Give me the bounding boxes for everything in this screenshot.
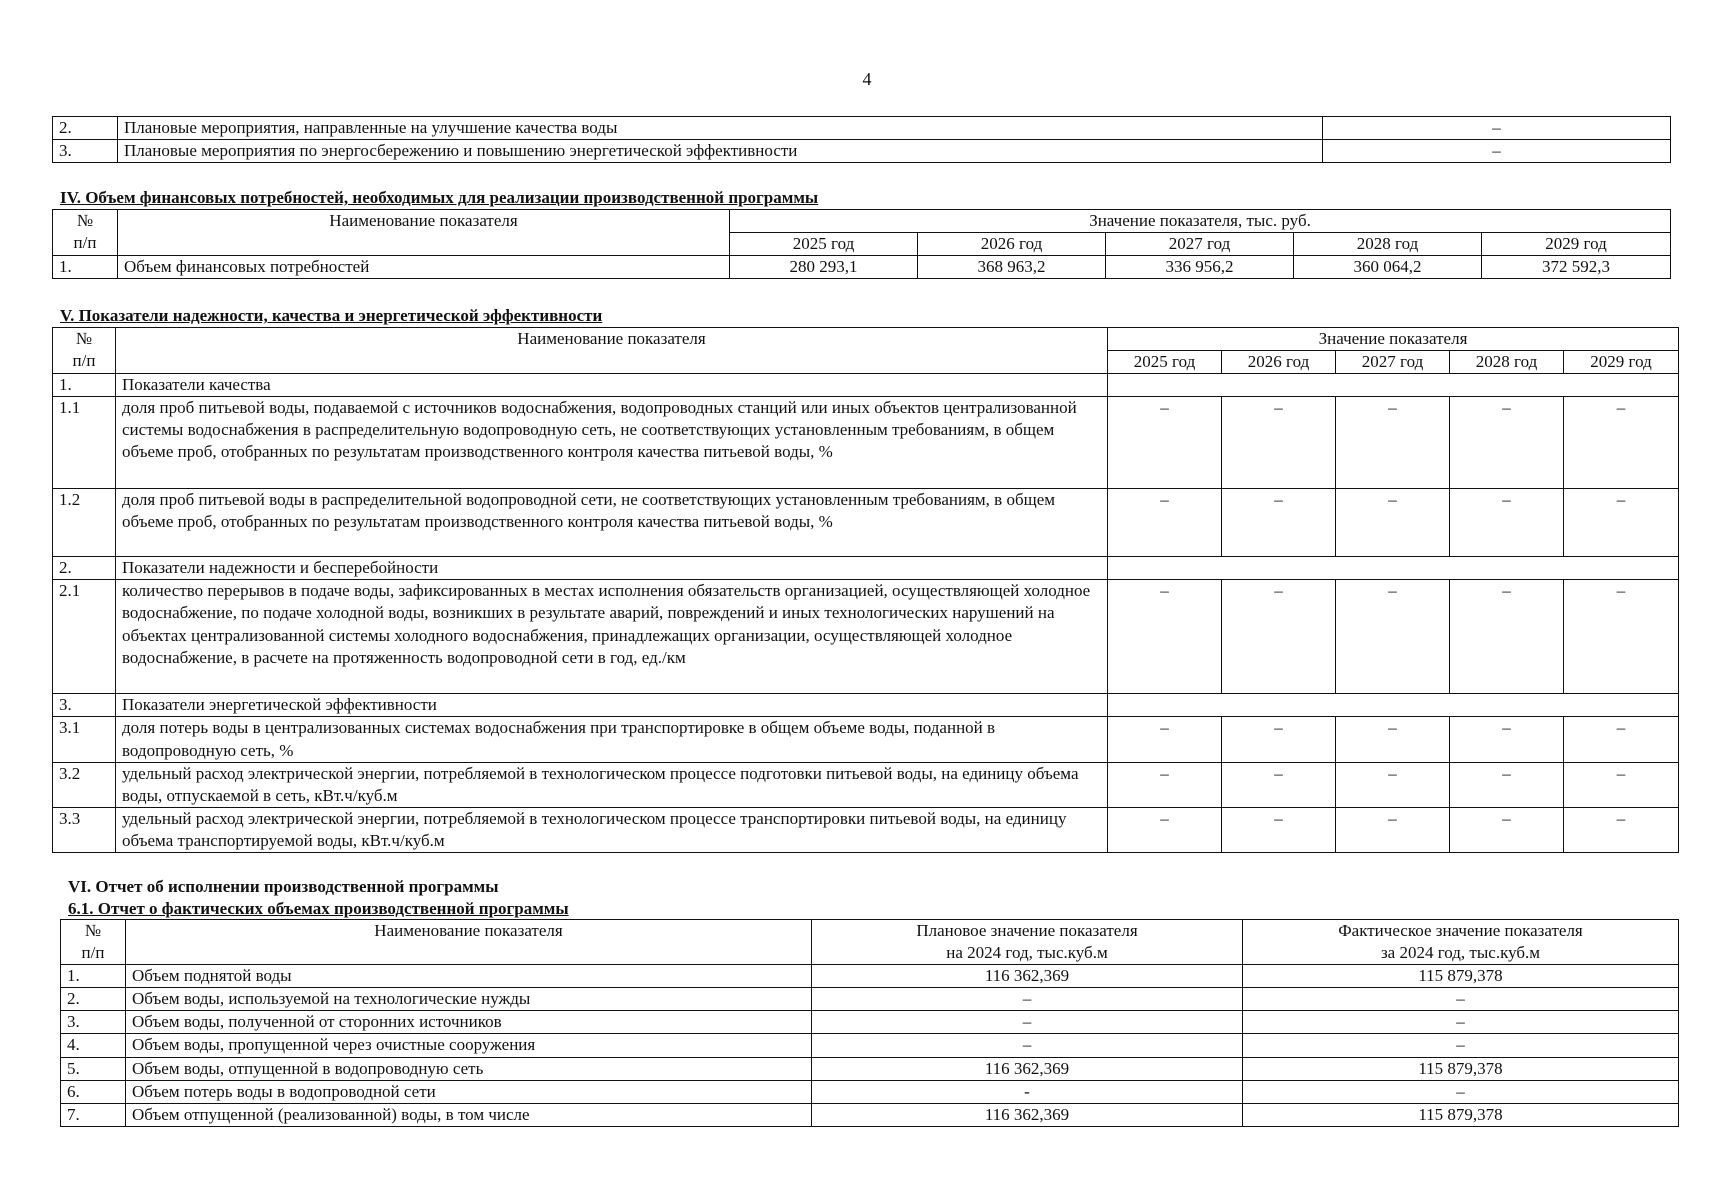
row-name: доля проб питьевой воды, подаваемой с источников водоснабжения, водопроводных станций или иных объектов централизованной системы водоснабжения в распределительную водопроводную сеть, не соответствующих установленным требованиям, в общем объеме проб, отобранных по результатам производственного контроля качества питьевой воды, % xyxy=(116,397,1108,489)
row-value: – xyxy=(1564,489,1679,557)
row-name: Плановые мероприятия, направленные на улучшение качества воды xyxy=(118,117,1323,140)
row-value: – xyxy=(1336,397,1450,489)
table-row xyxy=(53,489,1679,557)
row-name: Объем воды, используемой на технологические нужды xyxy=(126,988,812,1011)
row-name: доля проб питьевой воды в распределительной водопроводной сети, не соответствующих установленным требованиям, в общем объеме проб, отобранных по результатам производственного контроля качества питьевой воды, % xyxy=(116,489,1108,557)
row-value: – xyxy=(1222,762,1336,807)
row-value: – xyxy=(1564,717,1679,762)
col-name-header: Наименование показателя xyxy=(118,210,730,256)
row-value: – xyxy=(1323,140,1671,163)
row-plan-value: 116 362,369 xyxy=(812,965,1243,988)
page-number: 4 xyxy=(862,69,872,89)
row-value: – xyxy=(1450,580,1564,694)
row-name: Объем потерь воды в водопроводной сети xyxy=(126,1080,812,1103)
year-header: 2029 год xyxy=(1482,233,1671,256)
col-number-header: № п/п xyxy=(61,920,126,965)
row-number: 5. xyxy=(61,1057,126,1080)
row-value: – xyxy=(1336,489,1450,557)
row-value: – xyxy=(1222,489,1336,557)
year-header: 2026 год xyxy=(918,233,1106,256)
row-name: Объем воды, пропущенной через очистные сооружения xyxy=(126,1034,812,1057)
row-plan-value: – xyxy=(812,1034,1243,1057)
table-row xyxy=(61,1103,1679,1126)
row-value: – xyxy=(1108,807,1222,852)
row-name: удельный расход электрической энергии, потребляемой в технологическом процессе подготовки питьевой воды, на единицу объема воды, отпускаемой в сеть, кВт.ч/куб.м xyxy=(116,762,1108,807)
row-value: – xyxy=(1450,807,1564,852)
row-value: – xyxy=(1222,807,1336,852)
row-value: – xyxy=(1336,762,1450,807)
row-name: Показатели качества xyxy=(116,374,1108,397)
year-header: 2028 год xyxy=(1294,233,1482,256)
row-value: – xyxy=(1222,580,1336,694)
reliability-table xyxy=(52,327,1679,853)
year-header: 2025 год xyxy=(1108,351,1222,374)
row-fact-value: 115 879,378 xyxy=(1243,1057,1679,1080)
row-number: 3. xyxy=(61,1011,126,1034)
row-plan-value: - xyxy=(812,1080,1243,1103)
group-row xyxy=(53,694,1679,717)
row-value: – xyxy=(1336,717,1450,762)
row-fact-value: 115 879,378 xyxy=(1243,965,1679,988)
year-header: 2028 год xyxy=(1450,351,1564,374)
row-empty xyxy=(1108,694,1679,717)
row-value: 368 963,2 xyxy=(918,256,1106,279)
top-table xyxy=(52,116,1671,163)
row-name: Показатели надежности и бесперебойности xyxy=(116,557,1108,580)
row-number: 2. xyxy=(53,557,116,580)
row-value: – xyxy=(1108,717,1222,762)
table-row xyxy=(61,1057,1679,1080)
row-number: 1. xyxy=(61,965,126,988)
row-value: – xyxy=(1450,489,1564,557)
row-value: 336 956,2 xyxy=(1106,256,1294,279)
year-header: 2027 год xyxy=(1106,233,1294,256)
year-header: 2027 год xyxy=(1336,351,1450,374)
row-value: 280 293,1 xyxy=(730,256,918,279)
section-6-title: VI. Отчет об исполнении производственной программы xyxy=(68,877,499,896)
row-value: – xyxy=(1323,117,1671,140)
row-value: – xyxy=(1108,580,1222,694)
row-empty xyxy=(1108,557,1679,580)
row-name: количество перерывов в подаче воды, зафиксированных в местах исполнения обязательств организацией, осуществляющей холодное водоснабжение, по подаче холодной воды, возникших в результате аварий, повреждений и иных технологических нарушений на объектах централизованной системы холодного водоснабжения, принадлежащих организации, осуществляющей холодное водоснабжение, в расчете на протяженность водопроводной сети в год, ед./км xyxy=(116,580,1108,694)
table-row xyxy=(53,807,1679,852)
year-header: 2025 год xyxy=(730,233,918,256)
row-number: 2. xyxy=(53,117,118,140)
row-value: – xyxy=(1108,397,1222,489)
year-header: 2026 год xyxy=(1222,351,1336,374)
table-row xyxy=(53,397,1679,489)
col-number-header: № п/п xyxy=(53,328,116,374)
row-name: удельный расход электрической энергии, потребляемой в технологическом процессе транспортировки питьевой воды, на единицу объема транспортируемой воды, кВт.ч/куб.м xyxy=(116,807,1108,852)
row-value: – xyxy=(1450,762,1564,807)
section-5-title: V. Показатели надежности, качества и энергетической эффективности xyxy=(60,306,603,325)
table-row xyxy=(53,580,1679,694)
row-number: 1.1 xyxy=(53,397,116,489)
row-value: – xyxy=(1336,580,1450,694)
row-number: 3.3 xyxy=(53,807,116,852)
row-number: 3.2 xyxy=(53,762,116,807)
actual-volumes-table xyxy=(60,919,1679,1127)
table-row xyxy=(61,1034,1679,1057)
row-plan-value: 116 362,369 xyxy=(812,1057,1243,1080)
row-name: Объем воды, отпущенной в водопроводную сеть xyxy=(126,1057,812,1080)
row-fact-value: 115 879,378 xyxy=(1243,1103,1679,1126)
table-row xyxy=(61,988,1679,1011)
row-number: 3.1 xyxy=(53,717,116,762)
col-value-group-header: Значение показателя xyxy=(1108,328,1679,351)
row-value: – xyxy=(1336,807,1450,852)
row-value: – xyxy=(1108,489,1222,557)
row-value: – xyxy=(1222,397,1336,489)
row-number: 1. xyxy=(53,256,118,279)
col-plan-header: Плановое значение показателя на 2024 год, тыс.куб.м xyxy=(812,920,1243,965)
row-name: доля потерь воды в централизованных системах водоснабжения при транспортировке в общем объеме воды, поданной в водопроводную сеть, % xyxy=(116,717,1108,762)
row-name: Объем поднятой воды xyxy=(126,965,812,988)
row-fact-value: – xyxy=(1243,1011,1679,1034)
row-value: – xyxy=(1450,717,1564,762)
financial-needs-table xyxy=(52,209,1671,279)
row-value: – xyxy=(1564,397,1679,489)
year-header: 2029 год xyxy=(1564,351,1679,374)
section-4-title: IV. Объем финансовых потребностей, необходимых для реализации производственной программы xyxy=(60,188,819,207)
row-value: – xyxy=(1222,717,1336,762)
group-row xyxy=(53,557,1679,580)
row-fact-value: – xyxy=(1243,988,1679,1011)
table-row xyxy=(61,1011,1679,1034)
row-name: Объем финансовых потребностей xyxy=(118,256,730,279)
table-row xyxy=(53,117,1671,140)
row-number: 1. xyxy=(53,374,116,397)
table-row xyxy=(53,140,1671,163)
row-name: Объем воды, полученной от сторонних источников xyxy=(126,1011,812,1034)
table-row xyxy=(53,762,1679,807)
row-name: Показатели энергетической эффективности xyxy=(116,694,1108,717)
col-number-header: № п/п xyxy=(53,210,118,256)
row-number: 3. xyxy=(53,694,116,717)
row-fact-value: – xyxy=(1243,1080,1679,1103)
table-row xyxy=(61,965,1679,988)
row-number: 3. xyxy=(53,140,118,163)
row-value: – xyxy=(1450,397,1564,489)
row-value: – xyxy=(1564,762,1679,807)
row-value: – xyxy=(1108,762,1222,807)
col-fact-header: Фактическое значение показателя за 2024 год, тыс.куб.м xyxy=(1243,920,1679,965)
row-plan-value: – xyxy=(812,988,1243,1011)
row-value: – xyxy=(1564,580,1679,694)
row-number: 6. xyxy=(61,1080,126,1103)
row-number: 4. xyxy=(61,1034,126,1057)
section-6-subtitle: 6.1. Отчет о фактических объемах производственной программы xyxy=(68,899,569,918)
row-plan-value: 116 362,369 xyxy=(812,1103,1243,1126)
row-number: 7. xyxy=(61,1103,126,1126)
table-row xyxy=(53,717,1679,762)
col-value-group-header: Значение показателя, тыс. руб. xyxy=(730,210,1671,233)
row-number: 1.2 xyxy=(53,489,116,557)
row-value: 372 592,3 xyxy=(1482,256,1671,279)
group-row xyxy=(53,374,1679,397)
col-name-header: Наименование показателя xyxy=(116,328,1108,374)
row-value: – xyxy=(1564,807,1679,852)
row-value: 360 064,2 xyxy=(1294,256,1482,279)
row-number: 2.1 xyxy=(53,580,116,694)
row-name: Плановые мероприятия по энергосбережению и повышению энергетической эффективности xyxy=(118,140,1323,163)
table-row xyxy=(53,256,1671,279)
col-name-header: Наименование показателя xyxy=(126,920,812,965)
row-fact-value: – xyxy=(1243,1034,1679,1057)
row-empty xyxy=(1108,374,1679,397)
table-row xyxy=(61,1080,1679,1103)
row-name: Объем отпущенной (реализованной) воды, в том числе xyxy=(126,1103,812,1126)
row-plan-value: – xyxy=(812,1011,1243,1034)
row-number: 2. xyxy=(61,988,126,1011)
